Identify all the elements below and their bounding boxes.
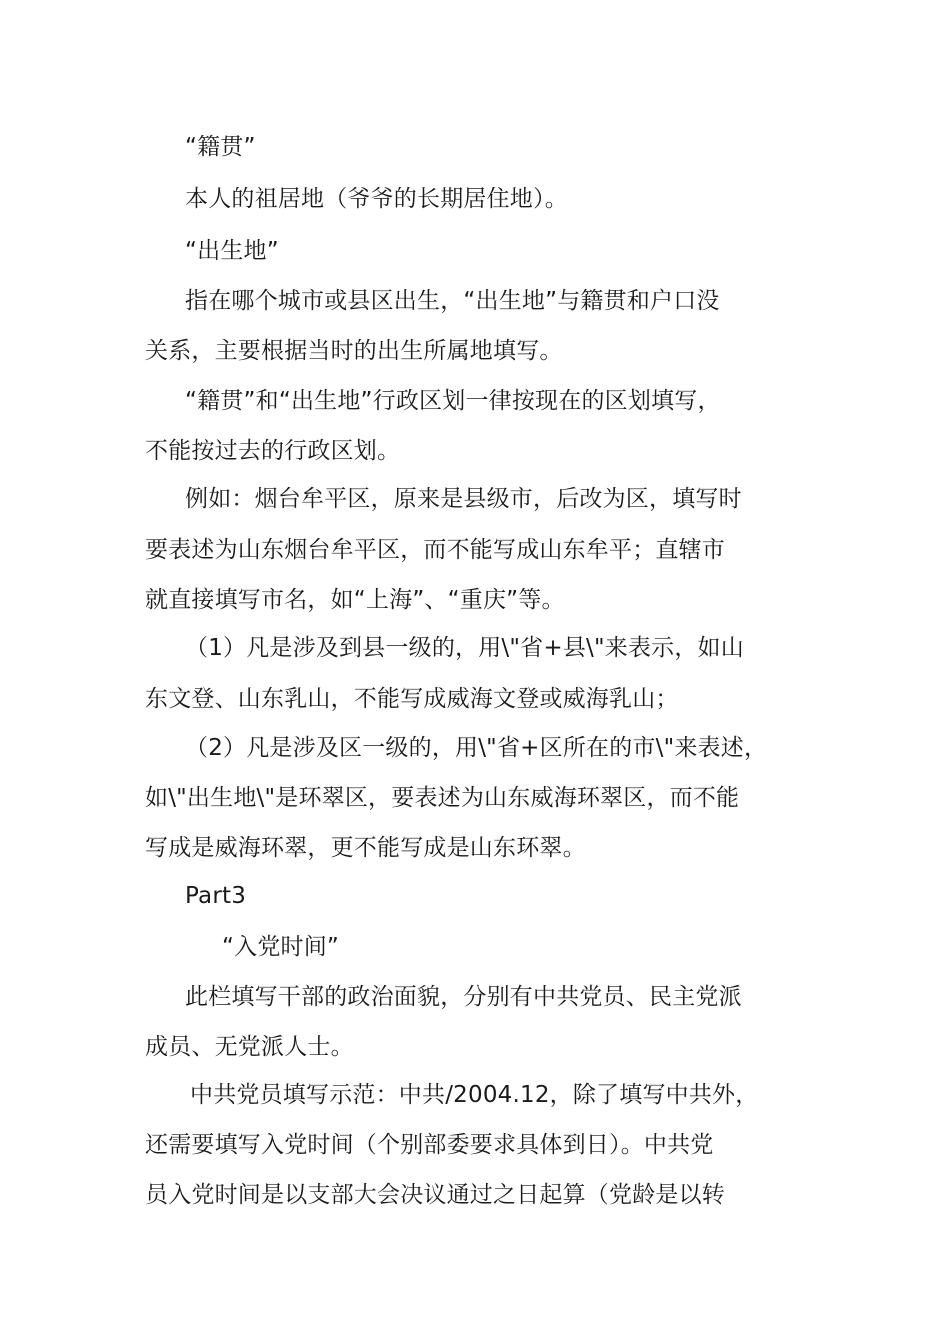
- paragraph-line: 就直接填写市名，如“上海”、“重庆”等。: [145, 587, 565, 613]
- heading-party-join-date: “入党时间”: [222, 934, 340, 960]
- paragraph-line: 员入党时间是以支部大会决议通过之日起算（党龄是以转: [145, 1182, 725, 1208]
- paragraph-line: 写成是威海环翠，更不能写成是山东环翠。: [145, 835, 586, 861]
- paragraph-line: 中共党员填写示范：中共/2004.12，除了填写中共外，: [190, 1082, 759, 1108]
- paragraph-line: 例如：烟台牟平区，原来是县级市，后改为区，填写时: [185, 486, 742, 512]
- paragraph-line: （1）凡是涉及到县一级的，用\"省+县\"来表示，如山: [185, 635, 744, 661]
- paragraph-line: 指在哪个城市或县区出生，“出生地”与籍贯和户口没: [185, 288, 720, 314]
- paragraph-line: （2）凡是涉及区一级的，用\"省+区所在的市\"来表述，: [185, 735, 768, 761]
- paragraph-line: 不能按过去的行政区划。: [145, 438, 401, 464]
- paragraph-line: 如\"出生地\"是环翠区，要表述为山东威海环翠区，而不能: [145, 785, 740, 811]
- paragraph-line: 关系，主要根据当时的出生所属地填写。: [145, 338, 563, 364]
- heading-birthplace: “出生地”: [185, 238, 279, 264]
- heading-native-place: “籍贯”: [185, 134, 256, 160]
- paragraph-line: 东文登、山东乳山，不能写成威海文登或威海乳山；: [145, 686, 679, 712]
- paragraph-line: 还需要填写入党时间（个别部委要求具体到日）。中共党: [145, 1132, 714, 1158]
- paragraph-line: 成员、无党派人士。: [145, 1034, 354, 1060]
- paragraph-line: 要表述为山东烟台牟平区，而不能写成山东牟平；直辖市: [145, 537, 725, 563]
- section-heading-part3: Part3: [185, 883, 247, 909]
- paragraph-line: 此栏填写干部的政治面貌，分别有中共党员、民主党派: [185, 984, 742, 1010]
- paragraph-line: 本人的祖居地（爷爷的长期居住地）。: [185, 186, 568, 212]
- paragraph-line: “籍贯”和“出生地”行政区划一律按现在的区划填写，: [185, 388, 721, 414]
